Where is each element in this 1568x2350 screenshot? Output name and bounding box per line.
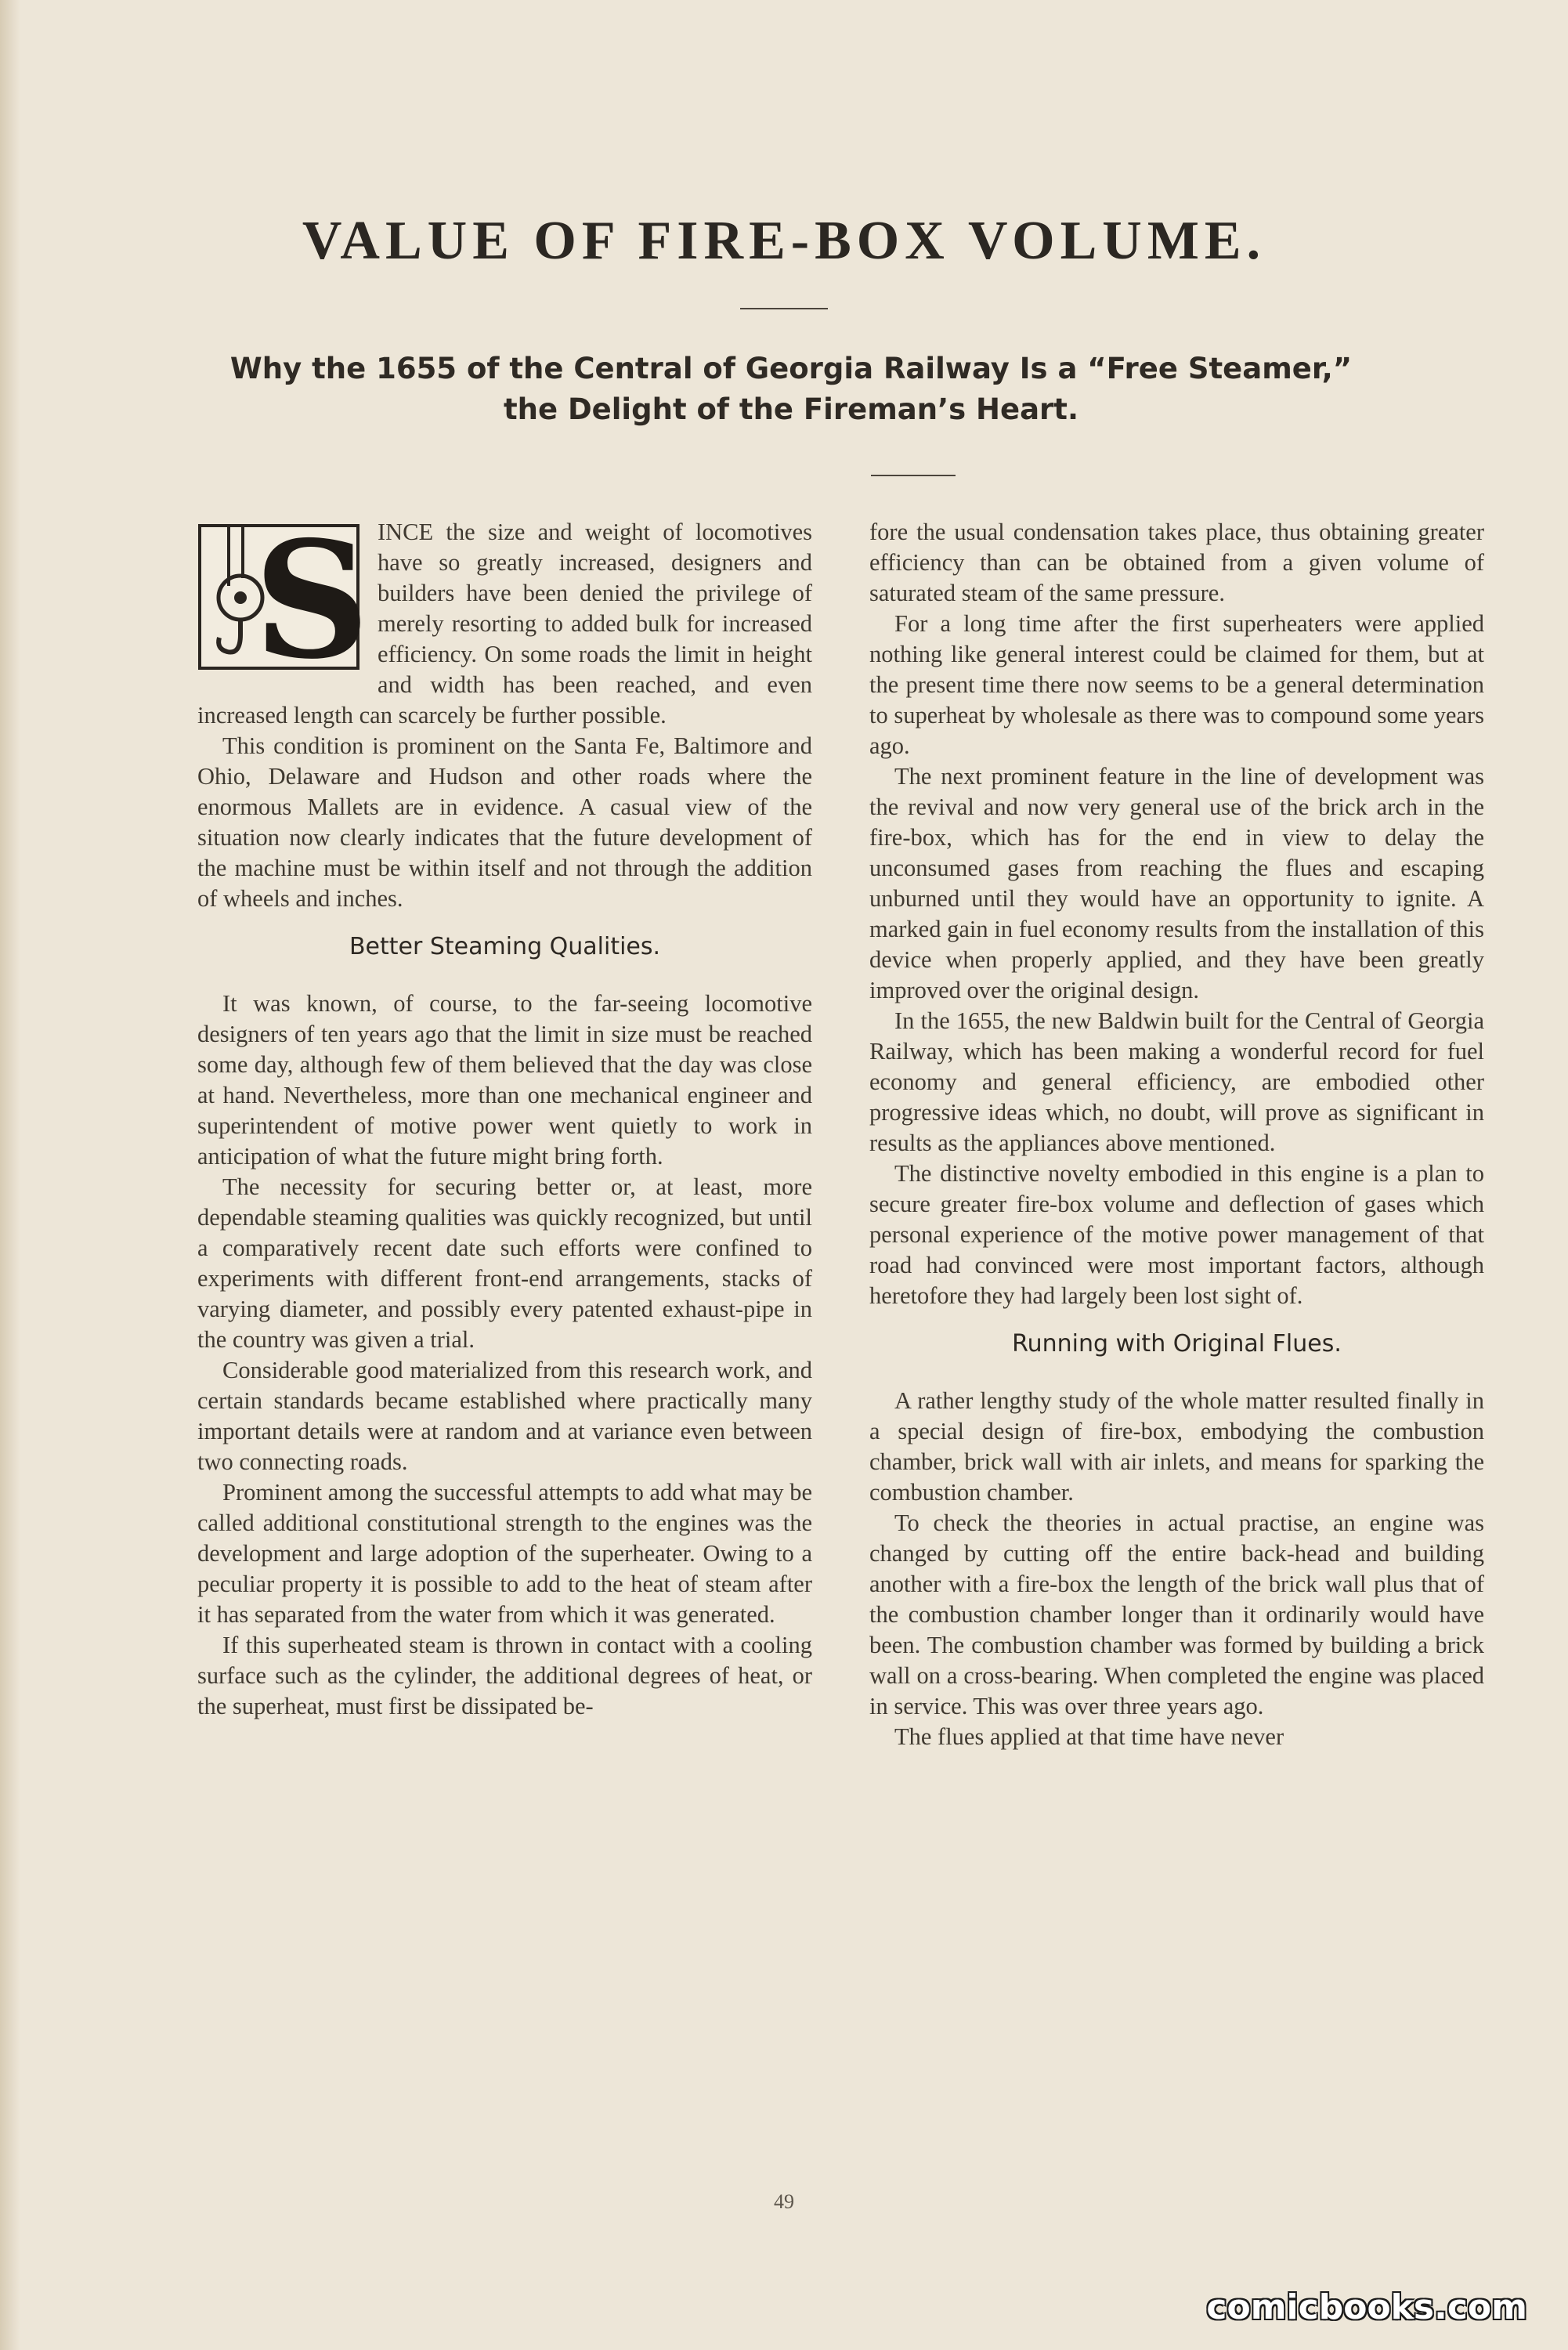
dropcap-letter: S [253,523,360,671]
left-paragraph-2: This condition is prominent on the Santa Fe, Baltimore and Ohio, Delaware and Hudson and other roads where the enormous Mallets are in evidence. A casual view of the situation now clearly indicates that the future development of the machine must be within itself and not through the addition of wheels and inches. [197,732,812,912]
left-column [197,517,812,1722]
left-paragraph-5: Considerable good materialized from this research work, and certain standards became established where practically many important details were at random and at variance even between two connecting roads. [197,1357,812,1475]
right-paragraph-2: For a long time after the first superheaters were applied nothing like general interest could be claimed for them, but at the present time there now seems to be a general determination to superheat by wholesale as there was to compound some years ago. [869,610,1484,759]
dropcap [197,523,360,671]
right-paragraph-8: The flues applied at that time have never [894,1723,1284,1750]
page-number: 49 [774,2190,794,2213]
right-paragraph-7: To check the theories in actual practise, an engine was changed by cutting off the entire back-head and building another with a fire-box the length of the brick wall plus that of the combustion chamber longer than it ordinarily would have been. The combustion chamber was formed by building a brick wall on a cross-bearing. When completed the engine was placed in service. This was over three years ago. [869,1509,1484,1719]
right-column [869,517,1484,1752]
article-subtitle [141,349,1441,430]
section-heading-original-flues: Running with Original Flues. [1012,1330,1342,1358]
right-paragraph-3: The next prominent feature in the line of development was the revival and now very general use of the brick arch in the fire-box, which has for the end in view to delay the unconsumed gases from reaching the flues and escaping unburned until they would have an opportunity to ignite. A marked gain in fuel economy results from the installation of this device when properly applied, and they have been greatly improved over the original design. [869,763,1484,1003]
subtitle-line-1: Why the 1655 of the Central of Georgia Railway Is a “Free Steamer,” [229,352,1353,385]
pulley-hook-icon [197,523,360,671]
subtitle-divider [871,475,956,476]
subtitle-line-2: the Delight of the Fireman’s Heart. [503,392,1079,426]
page-binding-edge [0,0,20,2350]
right-paragraph-4: In the 1655, the new Baldwin built for the Central of Georgia Railway, which has been making a wonderful record for fuel economy and general efficiency, are embodied other progressive ideas which, no doubt, will prove as significant in results as the appliances above mentioned. [869,1007,1484,1156]
right-paragraph-1: fore the usual condensation takes place, thus obtaining greater efficiency than can be obtained from a given volume of saturated steam of the same pressure. [869,519,1484,606]
site-watermark: comicbooks.com [1206,2287,1527,2327]
section-heading-better-steaming: Better Steaming Qualities. [349,933,661,960]
right-paragraph-5: The distinctive novelty embodied in this engine is a plan to secure greater fire-box volume and deflection of gases which personal experience of the motive power management of that road had convinced were most important factors, although heretofore they had largely been lost sight of. [869,1160,1484,1309]
left-paragraph-1: INCE the size and weight of locomotives have so greatly increased, designers and builders have been denied the privilege of merely resorting to added bulk for increased efficiency. On some roads the limit in height and width has been reached, and even increased length can scarcely be further possible. [197,519,812,728]
left-paragraph-3: It was known, of course, to the far-seeing locomotive designers of ten years ago that the limit in size must be reached some day, although few of them believed that the day was close at hand. Nevertheless, more than one mechanical engineer and superintendent of motive power went quietly to work in anticipation of what the future might bring forth. [197,990,812,1170]
article-title: VALUE OF FIRE-BOX VOLUME. [302,211,1266,271]
left-paragraph-6: Prominent among the successful attempts to add what may be called additional constitutional strength to the engines was the development and large adoption of the superheater. Owing to a peculiar property it is possible to add to the heat of steam after it has separated from the water from which it was generated. [197,1479,813,1628]
title-divider [740,308,828,309]
left-paragraph-4: The necessity for securing better or, at least, more dependable steaming qualities was quickly recognized, but until a comparatively recent date such efforts were confined to experiments with different front-end arrangements, stacks of varying diameter, and possibly every patented exhaust-pipe in the country was given a trial. [197,1173,812,1353]
left-paragraph-7: If this superheated steam is thrown in contact with a cooling surface such as the cylinder, the additional degrees of heat, or the superheat, must first be dissipated be- [197,1632,812,1719]
right-paragraph-6: A rather lengthy study of the whole matter resulted finally in a special design of fire-box, embodying the combustion chamber, brick wall with air inlets, and means for sparking the combustion chamber. [869,1387,1484,1506]
